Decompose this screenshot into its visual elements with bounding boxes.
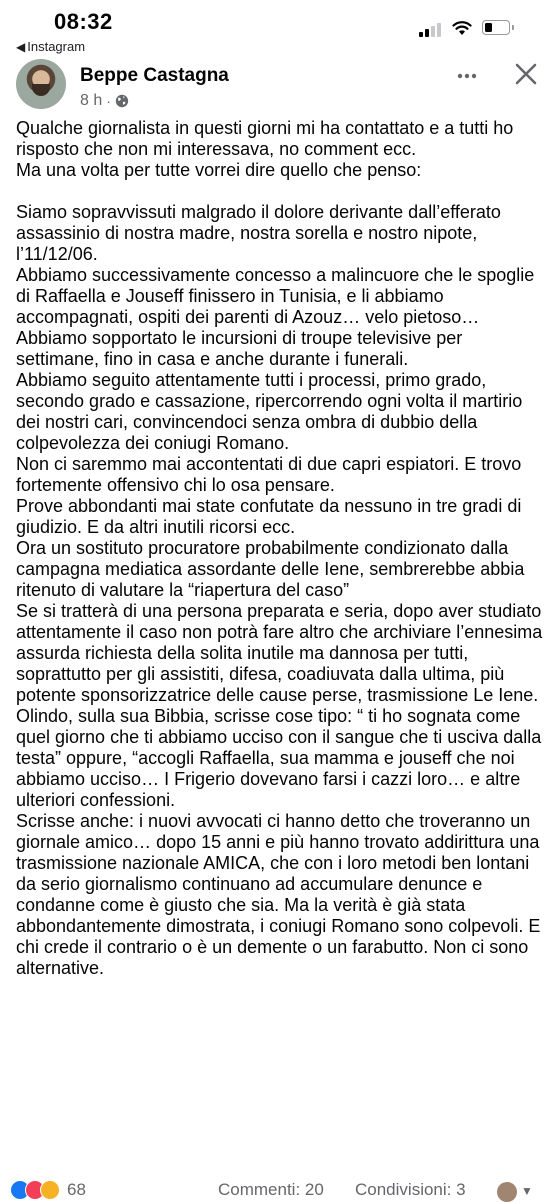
post-header xyxy=(0,56,555,114)
post-text: Qualche giornalista in questi giorni mi ha contattato e a tutti ho risposto che non mi interessava, no comment ecc. Ma una volta per tutte vorrei dire quello che penso: Siamo sopravvissuti malgrado il dolore derivante dall’efferato assassinio di nostra madre, nostra sorella e nostro nipote, l’11/12/06. Abbiamo successivamente concesso a malincuore che le spoglie di Raffaella e Jouseff finissero in Tunisia, e li abbiamo accompagnati, ospiti dei parenti di Azouz… velo pietoso… Abbiamo sopportato le incursioni di troupe televisive per settimane, fino in casa e anche durante i funerali. Abbiamo seguito attentamente tutti i processi, primo grado, secondo grado e cassazione, ripercorrendo ogni volta il martirio dei nostri cari, convincendoci senza ombra di dubbio della colpevolezza dei coniugi Romano. Non ci saremmo mai accontentati di due capri espiatori. E trovo fortemente offensivo chi lo osa pensare. Prove abbondanti mai state confutate da nessuno in tre gradi di giudizio. E da altri inutili ricorsi ecc. Ora un sostituto procuratore probabilmente condizionato dalla campagna mediatica assordante delle Iene, sembrerebbe abbia ritenuto di valutare la “riapertura del caso” Se si tratterà di una persona preparata e seria, dopo aver studiato attentamente il caso non potrà fare altro che archiviare l’ennesima assurda richiesta della solita inutile ma dannosa per tutti, soprattutto per gli assistiti, difesa, coadiuvata dalla ultima, più potente sponsorizzatrice delle cause perse, trasmissione Le Iene. Olindo, sulla sua Bibbia, scrisse cose tipo: “ ti ho sognata come quel giorno che ti abbiamo ucciso con il sangue che ti usciva dalla testa” oppure, “accogli Raffaella, sua mamma e jouseff che noi abbiamo ucciso… I Frigerio dovevano farsi i cazzi loro… e altre ulteriori confessioni. Scrisse anche: i nuovi avvocati ci hanno detto che troveranno un giornale amico… dopo 15 anni e più hanno trovato addirittura una trasmissione nazionale AMICA, che con i loro metodi ben lontani da serio giornalismo continuano ad accumulare denunce e condanne come è giusto che sia. Ma la verità è già stata abbondantemente dimostrata, i coniugi Romano sono colpevoli. E chi crede il contrario o è un demente o un farabutto. Non ci sono alternative. xyxy=(16,118,543,978)
shares-count-link[interactable]: Condivisioni: 3 xyxy=(355,1180,466,1199)
post-meta xyxy=(80,92,129,110)
cellular-signal-icon xyxy=(419,23,445,37)
close-icon[interactable] xyxy=(512,60,540,88)
wifi-icon xyxy=(452,20,472,36)
back-arrow-icon: ◀ xyxy=(16,40,26,54)
viewer-avatar[interactable] xyxy=(497,1182,517,1202)
status-bar xyxy=(0,0,555,54)
status-time: 08:32 xyxy=(54,9,113,34)
battery-level-fill xyxy=(485,23,492,32)
comments-count-link[interactable]: Commenti: 20 xyxy=(218,1180,324,1199)
post-footer xyxy=(0,1180,555,1200)
author-avatar[interactable] xyxy=(16,59,66,109)
chevron-down-icon[interactable]: ▼ xyxy=(521,1184,533,1198)
care-icon xyxy=(40,1180,60,1200)
battery-icon xyxy=(482,20,510,35)
reactions-count: 68 xyxy=(67,1180,86,1199)
back-to-instagram-link[interactable] xyxy=(16,39,85,54)
more-options-icon[interactable] xyxy=(455,64,479,88)
author-name[interactable]: Beppe Castagna xyxy=(80,65,229,86)
back-app-label: Instagram xyxy=(27,39,86,54)
globe-icon xyxy=(115,94,129,108)
meta-separator: · xyxy=(106,93,111,109)
reactions-summary[interactable] xyxy=(10,1180,86,1200)
post-timestamp[interactable]: 8 h xyxy=(80,92,103,109)
